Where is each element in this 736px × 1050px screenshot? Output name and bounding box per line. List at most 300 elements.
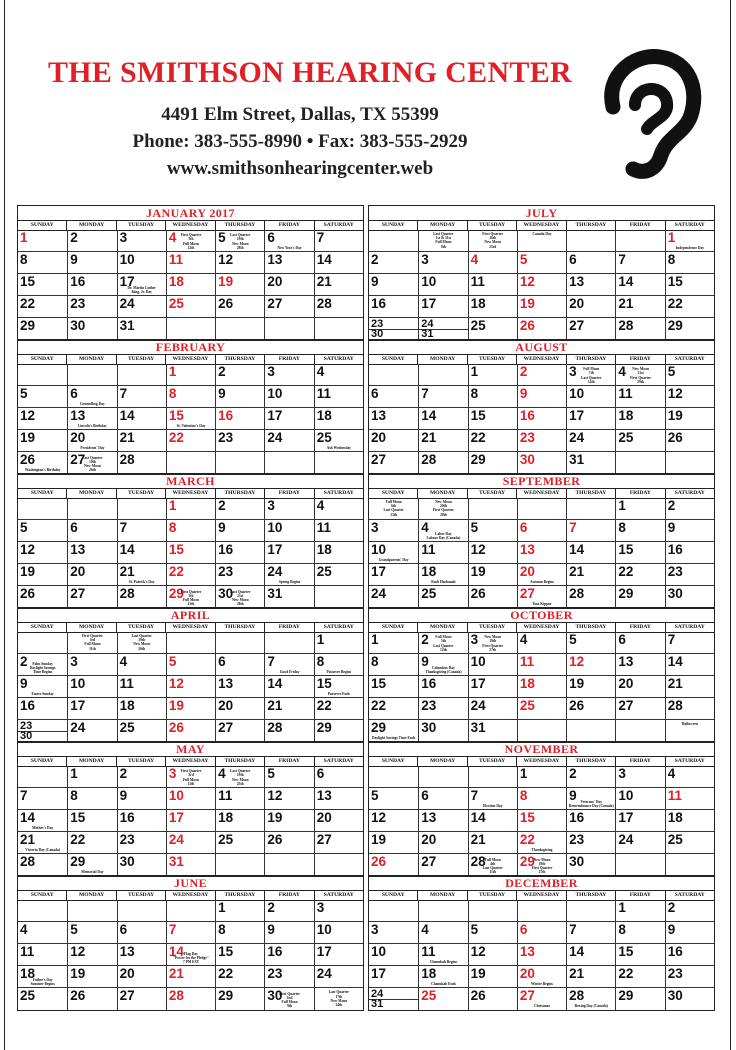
day-cell xyxy=(215,921,264,943)
day-number: 5 xyxy=(519,252,528,268)
day-cell xyxy=(369,385,418,407)
day-cell xyxy=(264,943,313,965)
day-cell xyxy=(166,632,215,653)
day-number: 9 xyxy=(667,520,676,536)
day-number: 9 xyxy=(371,274,379,290)
day-cell xyxy=(117,519,166,541)
day-number: 26 xyxy=(470,586,486,602)
weekday-label: SATURDAY xyxy=(665,623,714,632)
day-number: 23 xyxy=(119,832,135,848)
weekday-label: WEDNESDAY xyxy=(165,757,214,766)
day-cell xyxy=(468,230,517,251)
day-number: 11 xyxy=(667,788,682,804)
month-title: FEBRUARY xyxy=(155,340,226,354)
day-cell xyxy=(166,585,215,607)
day-number: 3 xyxy=(316,900,325,915)
day-number: 30 xyxy=(70,318,86,334)
month-title: APRIL xyxy=(170,608,211,622)
day-number: 12 xyxy=(470,542,486,558)
weekday-label: SUNDAY xyxy=(30,356,54,362)
day-cell xyxy=(314,407,363,429)
day-cell xyxy=(566,675,615,697)
day-cell xyxy=(517,987,566,1009)
weekday-label: SUNDAY xyxy=(30,624,54,630)
day-cell xyxy=(418,251,467,273)
weekday-label: FRIDAY xyxy=(615,355,664,364)
weekday-label: MONDAY xyxy=(66,489,115,498)
weekday-label: THURSDAY xyxy=(566,623,615,632)
day-number: 24 xyxy=(267,430,283,446)
day-note: Ash Wednesday xyxy=(326,446,352,451)
weekday-label: WEDNESDAY xyxy=(165,623,214,632)
day-number: 11 xyxy=(119,676,134,692)
day-number: 9 xyxy=(519,386,528,402)
day-number: 31 xyxy=(470,720,486,736)
day-cell xyxy=(566,429,615,451)
day-number: 20 xyxy=(267,274,283,290)
day-cell xyxy=(517,809,566,831)
day-cell xyxy=(117,987,166,1009)
day-number: 26 xyxy=(168,720,184,736)
day-cell xyxy=(418,317,467,339)
day-number: 5 xyxy=(569,632,577,647)
day-number: 1 xyxy=(168,498,177,513)
day-number: 18 xyxy=(470,296,486,312)
day-number: 21 xyxy=(119,430,135,446)
day-number: 29 xyxy=(667,318,683,334)
day-cell xyxy=(418,675,467,697)
day-number: 17 xyxy=(316,944,332,960)
day-number: 12 xyxy=(569,654,585,670)
day-cell xyxy=(566,230,615,251)
day-number: 22 xyxy=(218,966,234,982)
day-cell xyxy=(517,519,566,541)
day-cell xyxy=(665,965,714,987)
day-cell xyxy=(566,317,615,339)
day-number: 22 xyxy=(168,430,184,446)
day-number: 2 xyxy=(20,654,28,670)
day-cell xyxy=(314,585,363,607)
day-cell xyxy=(18,653,67,675)
day-note: Last Quarter 21st New Moon 28th xyxy=(230,589,251,607)
day-cell xyxy=(615,385,664,407)
day-cell xyxy=(314,831,363,853)
weekday-label: WEDNESDAY xyxy=(165,355,214,364)
day-cell xyxy=(166,697,215,719)
day-cell xyxy=(166,653,215,675)
day-number: 15 xyxy=(470,408,486,424)
day-cell xyxy=(264,719,313,741)
day-note: Election Day xyxy=(482,803,503,808)
day-cell xyxy=(215,853,264,875)
day-cell xyxy=(517,541,566,563)
day-number: 29 xyxy=(371,720,387,736)
weekday-label: THURSDAY xyxy=(215,623,264,632)
day-cell xyxy=(566,943,615,965)
day-number: 7 xyxy=(119,386,128,402)
day-cell xyxy=(67,498,116,519)
day-number: 5 xyxy=(20,386,28,402)
day-number: 16 xyxy=(218,408,234,424)
day-cell xyxy=(166,251,215,273)
day-number: 9 xyxy=(421,654,429,670)
day-cell xyxy=(314,809,363,831)
month-title: OCTOBER xyxy=(510,608,573,622)
day-number: 25 xyxy=(218,832,234,848)
day-cell xyxy=(117,787,166,809)
day-cell xyxy=(215,787,264,809)
day-cell xyxy=(215,498,264,519)
day-cell xyxy=(369,273,418,295)
day-cell xyxy=(215,364,264,385)
day-cell xyxy=(18,987,67,1009)
day-note: First Quarter 5th Full Moon 12th xyxy=(180,233,202,250)
day-number: 25 xyxy=(618,430,634,446)
day-number: 1 xyxy=(618,900,626,915)
day-number: 24 xyxy=(569,430,585,446)
day-number: 22 xyxy=(618,564,634,580)
day-number: 18 xyxy=(421,564,437,580)
day-note: Last Quarter 17th New Moon 24th xyxy=(328,990,349,1007)
weekday-label: MONDAY xyxy=(66,355,115,364)
day-note: Chanukah Ends xyxy=(430,982,456,987)
day-note: Spring Begins xyxy=(278,580,301,585)
day-cell xyxy=(665,632,714,653)
day-cell xyxy=(67,965,116,987)
day-number: 20 xyxy=(70,564,86,580)
day-cell xyxy=(314,675,363,697)
day-number: 3 xyxy=(371,520,379,536)
day-number: 3 xyxy=(267,364,275,379)
day-cell xyxy=(615,541,664,563)
day-number: 12 xyxy=(519,274,535,290)
day-grid xyxy=(18,900,363,1010)
day-note: Thanksgiving xyxy=(531,848,553,853)
weekday-label: SUNDAY xyxy=(381,490,405,496)
day-cell xyxy=(215,943,264,965)
day-cell xyxy=(468,719,517,741)
day-cell xyxy=(615,987,664,1009)
day-number: 2 xyxy=(667,498,676,513)
day-cell xyxy=(468,632,517,653)
day-cell xyxy=(615,900,664,921)
day-note: Full Moon 7th Last Quarter 14th xyxy=(581,367,602,384)
day-number: 16 xyxy=(267,944,283,960)
day-note: Winter Begins xyxy=(531,982,553,987)
day-cell xyxy=(18,853,67,875)
weekday-label: WEDNESDAY xyxy=(516,221,565,230)
day-cell xyxy=(665,719,714,741)
month-june xyxy=(17,875,364,1011)
day-cell xyxy=(615,364,664,385)
day-cell xyxy=(215,407,264,429)
day-number: 7 xyxy=(421,386,429,402)
day-number: 22 xyxy=(70,832,86,848)
day-number: 10 xyxy=(371,542,387,558)
day-number: 13 xyxy=(70,408,86,424)
day-number: 13 xyxy=(119,944,135,960)
day-cell xyxy=(615,965,664,987)
weekday-label: SATURDAY xyxy=(665,891,714,900)
day-number: 12 xyxy=(168,676,184,692)
day-cell xyxy=(18,965,67,987)
day-cell xyxy=(166,787,215,809)
day-number: 25 xyxy=(667,832,683,848)
day-cell xyxy=(215,563,264,585)
day-cell xyxy=(615,451,664,473)
day-number: 27 xyxy=(218,720,234,736)
day-cell xyxy=(665,317,714,339)
day-cell xyxy=(468,921,517,943)
day-number: 7 xyxy=(119,520,128,536)
day-cell xyxy=(665,230,714,251)
day-number: 26 xyxy=(667,430,683,446)
weekday-label: SUNDAY xyxy=(381,222,405,228)
day-cell xyxy=(615,295,664,317)
day-number: 21 xyxy=(119,564,135,580)
day-cell xyxy=(67,632,116,653)
day-cell xyxy=(314,965,363,987)
month-title: JUNE xyxy=(174,876,207,890)
day-cell xyxy=(166,831,215,853)
day-number: 8 xyxy=(618,922,626,938)
day-number: 6 xyxy=(119,922,128,938)
day-number: 10 xyxy=(267,386,283,402)
day-cell xyxy=(215,697,264,719)
day-cell xyxy=(117,831,166,853)
day-cell xyxy=(615,317,664,339)
day-number: 28 xyxy=(119,586,135,602)
day-note: Presidents' Day xyxy=(80,446,105,451)
day-cell xyxy=(166,563,215,585)
weekday-label: SATURDAY xyxy=(314,355,363,364)
day-cell xyxy=(264,451,313,473)
day-cell xyxy=(215,675,264,697)
day-number: 19 xyxy=(519,296,535,312)
day-cell xyxy=(215,632,264,653)
day-cell xyxy=(615,632,664,653)
day-cell xyxy=(314,697,363,719)
day-cell xyxy=(67,385,116,407)
day-number: 21 xyxy=(267,698,283,714)
month-september xyxy=(368,473,715,609)
day-number: 17 xyxy=(70,698,86,714)
day-cell xyxy=(166,451,215,473)
day-cell xyxy=(67,230,116,251)
day-number: 14 xyxy=(168,944,184,960)
day-cell xyxy=(517,563,566,585)
day-number: 9 xyxy=(119,788,128,804)
day-cell xyxy=(264,831,313,853)
day-number: 3 xyxy=(618,766,626,781)
day-note: St. Valentine's Day xyxy=(176,424,206,429)
month-january xyxy=(17,205,364,341)
day-cell xyxy=(166,809,215,831)
day-number: 9 xyxy=(267,922,275,938)
day-cell xyxy=(418,632,467,653)
day-cell xyxy=(369,787,418,809)
day-cell xyxy=(418,519,467,541)
day-number: 13 xyxy=(218,676,234,692)
day-number: 7 xyxy=(569,922,577,938)
day-number: 25 xyxy=(168,296,184,312)
day-cell xyxy=(665,900,714,921)
day-cell xyxy=(615,853,664,875)
day-cell xyxy=(566,563,615,585)
day-cell xyxy=(166,766,215,787)
day-cell xyxy=(67,697,116,719)
day-number: 3 xyxy=(70,654,78,670)
day-cell xyxy=(615,831,664,853)
day-number: 16 xyxy=(519,408,535,424)
weekday-label: SATURDAY xyxy=(314,623,363,632)
day-cell xyxy=(418,653,467,675)
day-note: Mother's Day xyxy=(32,826,54,831)
day-number: 13 xyxy=(618,654,634,670)
day-cell xyxy=(418,987,467,1009)
day-number: 5 xyxy=(267,766,275,781)
day-number: 4 xyxy=(218,766,226,781)
day-number: 1 xyxy=(20,230,28,245)
day-number: 28 xyxy=(569,586,585,602)
day-cell xyxy=(665,407,714,429)
day-cell xyxy=(166,317,215,339)
day-cell xyxy=(215,719,264,741)
day-number: 1 xyxy=(70,766,78,781)
weekday-label: THURSDAY xyxy=(215,891,264,900)
day-number: 10 xyxy=(70,676,86,692)
day-cell xyxy=(369,943,418,965)
day-cell xyxy=(566,766,615,787)
day-note: Halloween xyxy=(681,722,698,727)
weekday-label: SATURDAY xyxy=(314,757,363,766)
day-cell xyxy=(314,943,363,965)
day-cell xyxy=(566,809,615,831)
day-number: 19 xyxy=(667,408,683,424)
weekday-label: WEDNESDAY xyxy=(516,757,565,766)
day-cell xyxy=(468,697,517,719)
day-number: 31 xyxy=(119,318,135,334)
calendar-column-right xyxy=(368,205,715,1011)
day-grid xyxy=(369,766,714,876)
day-number: 25 xyxy=(519,698,535,714)
day-number: 1 xyxy=(470,364,479,379)
day-number: 9 xyxy=(218,520,226,536)
day-number: 5 xyxy=(667,364,676,379)
day-number: 23 xyxy=(421,698,437,714)
day-note: Dr. Martin Luther King, Jr. Day xyxy=(127,285,156,295)
weekday-label: MONDAY xyxy=(417,221,466,230)
day-cell xyxy=(369,451,418,473)
day-number: 27 xyxy=(421,854,437,870)
weekday-label: FRIDAY xyxy=(264,891,313,900)
day-number: 7 xyxy=(618,252,626,268)
day-number: 28 xyxy=(119,452,135,468)
day-number: 30 xyxy=(218,586,234,602)
day-number: 6 xyxy=(70,520,78,536)
day-number: 4 xyxy=(421,520,429,536)
day-number: 14 xyxy=(569,542,585,558)
weekday-label: FRIDAY xyxy=(615,623,664,632)
day-number: 16 xyxy=(421,676,437,692)
day-number: 23 xyxy=(70,296,86,312)
weekday-label: WEDNESDAY xyxy=(516,623,565,632)
day-note: First Quarter 16th New Moon 23rd xyxy=(482,232,504,249)
day-number: 13 xyxy=(371,408,387,424)
day-cell xyxy=(314,766,363,787)
day-cell xyxy=(517,317,566,339)
day-cell xyxy=(314,317,363,339)
day-number: 11 xyxy=(20,944,35,960)
day-cell xyxy=(468,987,517,1009)
day-number: 10 xyxy=(569,386,585,402)
month-title: MARCH xyxy=(166,474,215,488)
day-number: 6 xyxy=(618,632,626,647)
day-number: 29 xyxy=(20,318,36,334)
month-july xyxy=(368,205,715,341)
weekday-label: SATURDAY xyxy=(665,355,714,364)
day-cell xyxy=(369,251,418,273)
day-number: 14 xyxy=(667,654,683,670)
day-number: 8 xyxy=(470,386,479,402)
ear-icon xyxy=(595,45,705,185)
day-number: 27 xyxy=(70,586,86,602)
day-cell xyxy=(215,230,264,251)
day-number: 22 xyxy=(667,296,683,312)
day-note: Boxing Day (Canada) xyxy=(574,1004,608,1009)
day-number: 26 xyxy=(267,832,283,848)
day-cell xyxy=(67,921,116,943)
weekday-label: THURSDAY xyxy=(215,355,264,364)
day-cell xyxy=(18,675,67,697)
day-note: Flag Day "Power for the Pledge" 7 PM EST xyxy=(173,951,209,965)
day-cell xyxy=(418,900,467,921)
day-number: 4 xyxy=(168,230,177,245)
weekday-label: TUESDAY xyxy=(467,891,516,900)
day-note: Memorial Day xyxy=(81,870,104,875)
day-cell xyxy=(665,675,714,697)
day-cell xyxy=(615,809,664,831)
day-cell xyxy=(418,385,467,407)
day-cell xyxy=(67,273,116,295)
day-number: 27 xyxy=(519,988,535,1004)
day-number: 29 xyxy=(470,452,486,468)
day-number: 8 xyxy=(618,520,626,536)
day-cell xyxy=(566,632,615,653)
weekday-label: FRIDAY xyxy=(264,757,313,766)
day-note: Washington's Birthday xyxy=(24,468,61,473)
day-number: 8 xyxy=(168,386,177,402)
day-number: 17 xyxy=(618,810,634,826)
day-number: 21 xyxy=(470,832,486,848)
day-number: 8 xyxy=(316,654,325,670)
day-cell xyxy=(615,719,664,741)
day-cell xyxy=(665,787,714,809)
day-number: 17 xyxy=(267,408,283,424)
weekday-label: FRIDAY xyxy=(615,221,664,230)
day-number: 17 xyxy=(371,966,387,982)
day-number: 3 xyxy=(168,766,177,781)
day-number: 24 xyxy=(421,318,434,331)
day-number: 4 xyxy=(519,632,528,647)
day-cell xyxy=(166,900,215,921)
day-cell xyxy=(18,943,67,965)
day-cell xyxy=(468,295,517,317)
weekday-label: THURSDAY xyxy=(566,891,615,900)
day-cell xyxy=(517,498,566,519)
weekday-label: WEDNESDAY xyxy=(165,891,214,900)
day-cell xyxy=(517,853,566,875)
